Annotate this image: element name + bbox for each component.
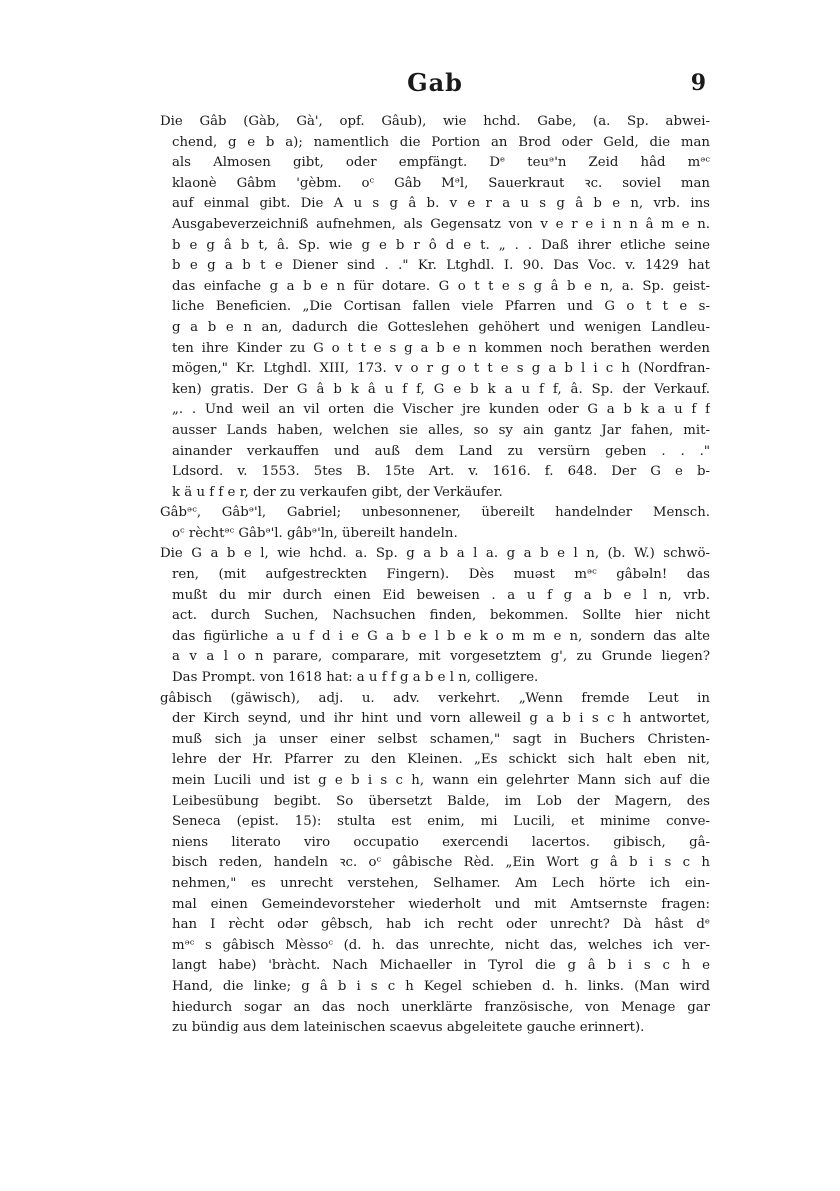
entry-line: das figürliche a u f d i e G a b e l b e k o m m e n, sondern das alte [172,628,710,644]
entry-line: oᶜ rèchtᵊᶜ Gâbᵊ'l. gâbᵊ'ln, übereilt handeln. [172,525,458,541]
entry-line: „. . Und weil an vil orten die Vischer jre kunden oder G a b k a u f f [172,402,710,418]
entry-line: ainander verkauffen und auß dem Land zu versürn geben . . ." [172,443,710,459]
entry-line: mein Lucili und ist g e b i s c h, wann ein gelehrter Mann sich auf die [172,773,710,788]
entry-line: ren, (mit aufgestreckten Fingern). Dès muəst mᵊᶜ gâbəln! das [172,567,710,583]
entry-line: han I rècht odər gêbsch, hab ich recht oder unrecht? Dà hâst dᵉ [172,917,710,933]
entry-line: Ldsord. v. 1553. 5tes B. 15te Art. v. 1616. f. 648. Der G e b- [172,464,710,480]
entry-line: mal einen Gemeindevorsteher wiederholt und mit Amtsernste fragen: [172,896,710,912]
entry-line: Gâbᵊᶜ, Gâbᵊ'l, Gabriel; unbesonnener, übereilt handelnder Mensch. [160,505,710,521]
entry-line: gâbisch (gäwisch), adj. u. adv. verkehrt. „Wenn fremde Leut in [160,690,710,706]
entry-line: zu bündig aus dem lateinischen scaevus abgeleitete gauche erinnert). [172,1020,645,1036]
entry-line: Leibesübung begibt. So übersetzt Balde, im Lob der Magern, des [172,793,710,809]
entry-line: Die G a b e l, wie hchd. a. Sp. g a b a l a. g a b e l n, (b. W.) schwö- [160,546,710,562]
entry-line: k ä u f f e r, der zu verkaufen gibt, der Verkäufer. [172,484,503,500]
entry-line: Hand, die linke; g â b i s c h Kegel schieben d. h. links. (Man wird [172,978,710,994]
entry-line: hiedurch sogar an das noch unerklärte französische, von Menage gar [172,999,710,1015]
running-head-keyword: Gab [407,68,463,97]
entry-line: act. durch Suchen, Nachsuchen finden, bekommen. Sollte hier nicht [172,608,710,624]
entry-line: b e g a b t e Diener sind . ." Kr. Ltghdl. I. 90. Das Voc. v. 1429 hat [172,258,710,274]
entry-line: Ausgabeverzeichniß aufnehmen, als Gegensatz von v e r e i n n â m e n. [172,216,710,232]
entry-line: nehmen," es unrecht verstehen, Selhamer. Am Lech hörte ich ein- [172,875,710,891]
entry-line: chend, g e b a); namentlich die Portion an Brod oder Geld, die man [172,134,710,150]
entry-line: Die Gâb (Gàb, Gà', opf. Gâub), wie hchd. Gabe, (a. Sp. abwei- [160,114,710,129]
entry-line: auf einmal gibt. Die A u s g â b. v e r a u s g â b e n, vrb. ins [172,196,710,212]
entry-line: als Almosen gibt, oder empfängt. Dᵉ teuᵊ'n Zeid hâd mᵊᶜ [172,155,710,171]
entry-line: a v a l o n parare, comparare, mit vorgesetztem g', zu Grunde liegen? [172,649,710,665]
entry-line: liche Beneficien. „Die Cortisan fallen viele Pfarren und G o t t e s- [172,299,710,315]
entry-line: der Kirch seynd, und ihr hint und vorn alleweil g a b i s c h antwortet, [172,711,710,727]
entry-line: das einfache g a b e n für dotare. G o t t e s g â b e n, a. Sp. geist- [172,278,710,294]
entry-line: Seneca (epist. 15): stulta est enim, mi Lucili, et minime conve- [172,814,710,830]
page-number: 9 [690,70,706,96]
entry-line: niens literato viro occupatio exercendi lacertos. gibisch, gâ- [172,834,710,850]
entry-line: lehre der Hr. Pfarrer zu den Kleinen. „Es schickt sich halt eben nit, [172,752,710,768]
entry-line: mögen," Kr. Ltghdl. XIII, 173. v o r g o t t e s g a b l i c h (Nordfran- [172,361,710,377]
entry-line: langt habe) 'bràcht. Nach Michaeller in Tyrol die g â b i s c h e [172,958,710,974]
page-header [160,68,710,104]
entry-line: Das Prompt. von 1618 hat: a u f f g a b e l n, colligere. [172,670,539,686]
entry-line: muß sich ja unser einer selbst schamen," sagt in Buchers Christen- [172,731,710,747]
entry-line: klaonè Gâbm 'gèbm. oᶜ Gâb Mᵊl, Sauerkraut ꝛc. soviel man [172,175,710,191]
dictionary-text-body [160,112,710,1039]
entry-line: ken) gratis. Der G â b k â u f f, G e b k a u f f, â. Sp. der Verkauf. [172,381,710,397]
entry-line: ausser Lands haben, welchen sie alles, so sy ain gantz Jar fahen, mit- [172,422,710,438]
entry-line: mußt du mir durch einen Eid beweisen . a u f g a b e l n, vrb. [172,587,710,603]
entry-line: g a b e n an, dadurch die Gotteslehen gehöhert und wenigen Landleu- [172,319,710,335]
entry-line: b e g â b t, â. Sp. wie g e b r ô d e t. „ . . Daß ihrer etliche seine [172,237,710,253]
entry-line: ten ihre Kinder zu G o t t e s g a b e n kommen noch berathen werden [172,340,710,356]
entry-line: mᵊᶜ s gâbisch Mèssoᶜ (d. h. das unrechte, nicht das, welches ich ver- [172,937,710,953]
entry-line: bisch reden, handeln ꝛc. oᶜ gâbische Rèd. „Ein Wort g â b i s c h [172,855,710,871]
